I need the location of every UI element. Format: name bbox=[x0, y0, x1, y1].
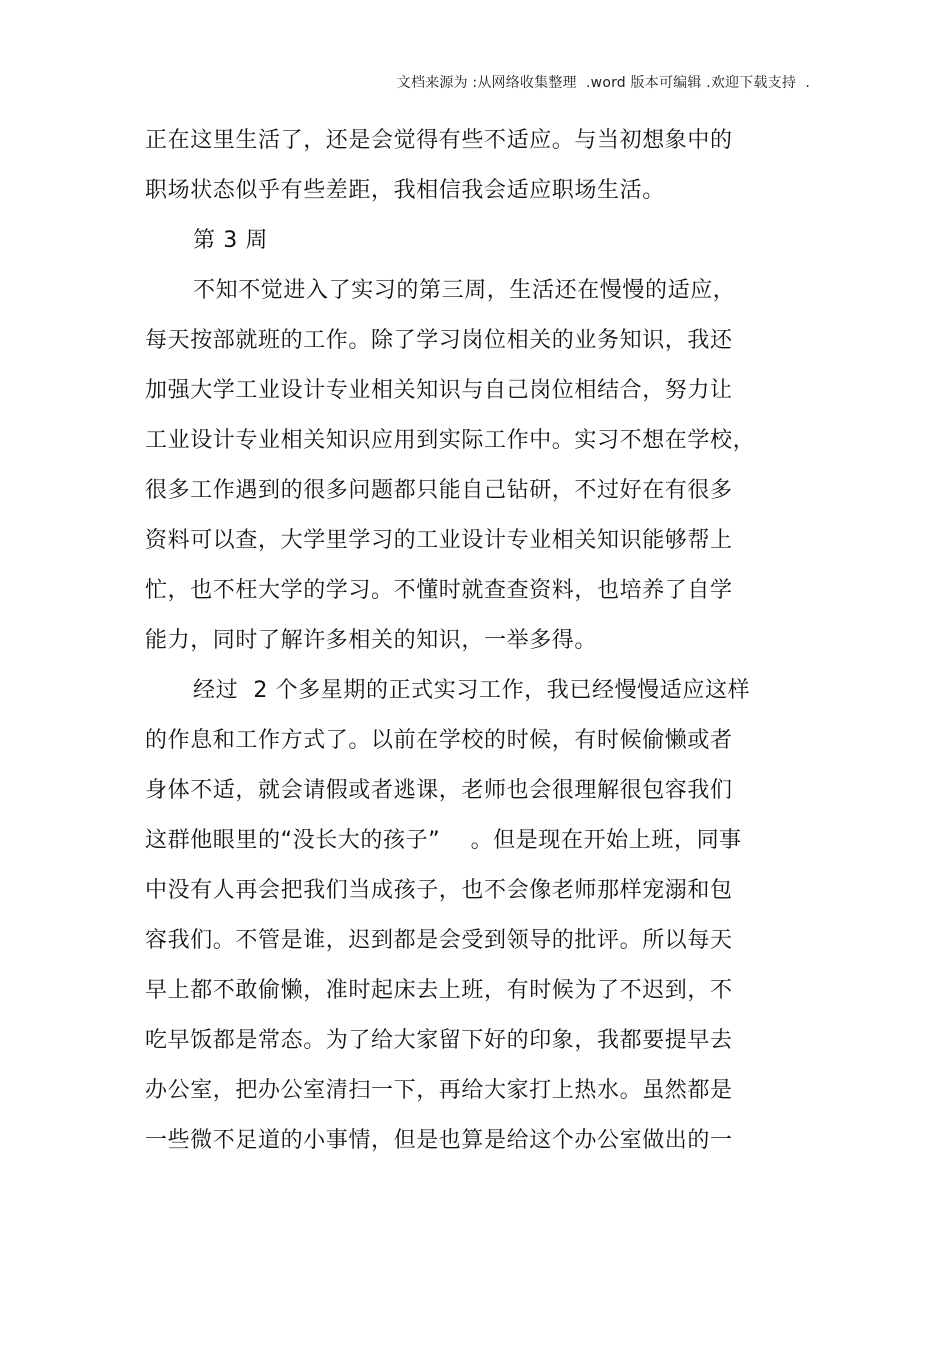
text-line: 一些微不足道的小事情，但是也算是给这个办公室做出的一 bbox=[145, 1128, 733, 1153]
text-line: 办公室，把办公室清扫一下，再给大家打上热水。虽然都是 bbox=[145, 1078, 733, 1103]
text-line: 很多工作遇到的很多问题都只能自己钻研，不过好在有很多 bbox=[145, 478, 733, 503]
text-line: 资料可以查，大学里学习的工业设计专业相关知识能够帮上 bbox=[145, 528, 733, 553]
page-header-note: 文档来源为 :从网络收集整理 .word 版本可编辑 .欢迎下载支持 . bbox=[396, 75, 810, 91]
text-line: 的作息和工作方式了。以前在学校的时候，有时候偷懒或者 bbox=[145, 728, 733, 753]
text-line: 能力，同时了解许多相关的知识，一举多得。 bbox=[145, 628, 598, 653]
text-line: 正在这里生活了，还是会觉得有些不适应。与当初想象中的 bbox=[145, 128, 733, 153]
text-line: 经过 2 个多星期的正式实习工作，我已经慢慢适应这样 bbox=[193, 678, 751, 703]
text-line: 职场状态似乎有些差距，我相信我会适应职场生活。 bbox=[145, 178, 665, 203]
text-line: 加强大学工业设计专业相关知识与自己岗位相结合，努力让 bbox=[145, 378, 733, 403]
text-line: 中没有人再会把我们当成孩子，也不会像老师那样宠溺和包 bbox=[145, 878, 733, 903]
text-line: 工业设计专业相关知识应用到实际工作中。实习不想在学校， bbox=[145, 428, 756, 453]
text-line: 忙，也不枉大学的学习。不懂时就查查资料，也培养了自学 bbox=[145, 578, 733, 603]
text-line: 容我们。不管是谁，迟到都是会受到领导的批评。所以每天 bbox=[145, 928, 733, 953]
text-line: 不知不觉进入了实习的第三周，生活还在慢慢的适应， bbox=[193, 278, 736, 303]
section-heading: 第 3 周 bbox=[193, 228, 268, 253]
text-line: 身体不适，就会请假或者逃课，老师也会很理解很包容我们 bbox=[145, 778, 733, 803]
text-line: 吃早饭都是常态。为了给大家留下好的印象，我都要提早去 bbox=[145, 1028, 733, 1053]
text-line: 这群他眼里的“没长大的孩子” 。但是现在开始上班，同事 bbox=[145, 828, 742, 853]
text-line: 每天按部就班的工作。除了学习岗位相关的业务知识，我还 bbox=[145, 328, 733, 353]
text-line: 早上都不敢偷懒，准时起床去上班，有时候为了不迟到，不 bbox=[145, 978, 733, 1003]
